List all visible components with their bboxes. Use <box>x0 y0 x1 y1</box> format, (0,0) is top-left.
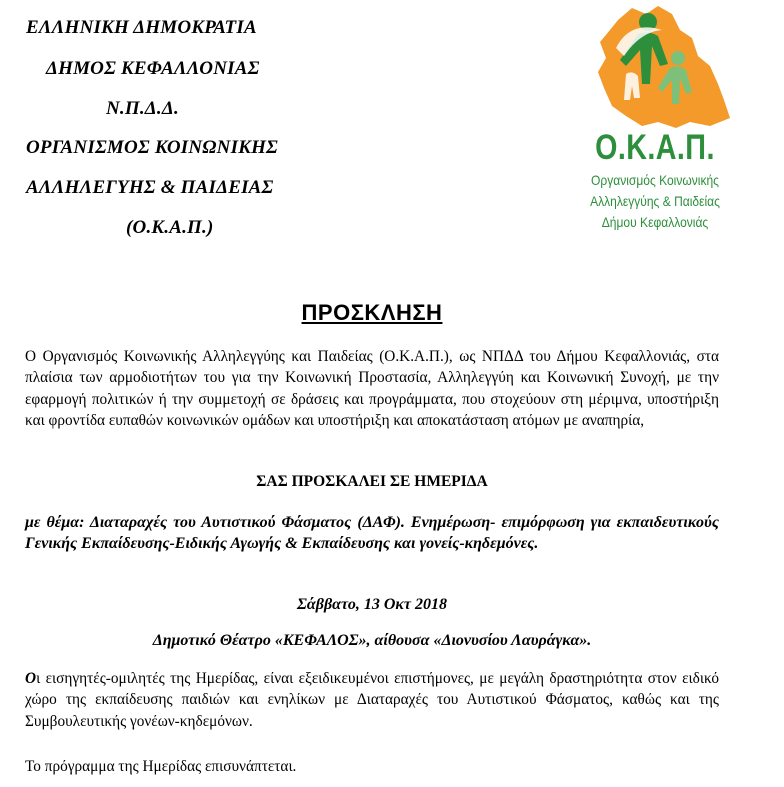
subject-paragraph: με θέμα: Διαταραχές του Αυτιστικού Φάσματος (ΔΑΦ). Ενημέρωση- επιμόρφωση για εκπαιδευτικούς Γενικής Εκπαίδευσης-Ειδικής Αγωγής & Εκπαίδευσης και γονείς-κηδεμόνες. <box>25 514 719 552</box>
logo-title: Ο.Κ.Α.Π. <box>595 128 715 167</box>
closing-line: Το πρόγραμμα της Ημερίδας επισυνάπτεται. <box>25 758 297 775</box>
header-line-4: ΟΡΓΑΝΙΣΜΟΣ ΚΟΙΝΩΝΙΚΗΣ <box>26 137 279 158</box>
event-date: Σάββατο, 13 Οκτ 2018 <box>296 596 447 613</box>
logo-subtitle-line-2: Αλληλεγγύης & Παιδείας <box>590 193 720 209</box>
okap-logo-graphic <box>560 0 750 130</box>
invite-heading: ΣΑΣ ΠΡΟΣΚΑΛΕΙ ΣΕ ΗΜΕΡΙΔΑ <box>256 473 488 490</box>
figure-head-small <box>671 51 685 65</box>
header-line-1: ΕΛΛΗΝΙΚΗ ΔΗΜΟΚΡΑΤΙΑ <box>26 17 257 38</box>
header-line-2: ΔΗΜΟΣ ΚΕΦΑΛΛΟΝΙΑΣ <box>46 58 260 79</box>
header-line-5: ΑΛΛΗΛΕΓΥΗΣ & ΠΑΙΔΕΙΑΣ <box>26 177 274 198</box>
event-venue: Δημοτικό Θέατρο «ΚΕΦΑΛΟΣ», αίθουσα «Διονυσίου Λαυράγκα». <box>152 632 592 649</box>
island-shape <box>598 6 730 128</box>
document-title: ΠΡΟΣΚΛΗΣΗ <box>301 300 443 325</box>
logo-subtitle-line-3: Δήμου Κεφαλλονιάς <box>601 214 709 230</box>
header-line-6: (Ο.Κ.Α.Π.) <box>126 217 214 238</box>
speakers-text: ι εισηγητές-ομιλητές της Ημερίδας, είναι εξειδικευμένοι επιστήμονες, με μεγάλη δραστηριότητα στον ειδικό χώρο της εκπαίδευσης παιδιών και ενηλίκων με Διαταραχές του Αυτιστικού Φάσματος, καθώς και της Συμβουλευτικής γονέων-κηδεμόνων. <box>25 670 719 730</box>
speakers-paragraph <box>25 668 719 732</box>
okap-logo <box>560 0 750 245</box>
speakers-first-letter: Ο <box>25 670 37 687</box>
logo-subtitle-line-1: Οργανισμός Κοινωνικής <box>590 172 719 188</box>
header-line-3: Ν.Π.Δ.Δ. <box>106 98 179 119</box>
intro-paragraph: Ο Οργανισμός Κοινωνικής Αλληλεγγύης και Παιδείας (Ο.Κ.Α.Π.), ως ΝΠΔΔ του Δήμου Κεφαλλονιάς, στα πλαίσια των αρμοδιοτήτων του για την Κοινωνική Προστασία, Αλληλεγγύη και Κοινωνική Συνοχή, με την εφαρμογή πολιτικών ή την συμμετοχή σε δράσεις και προγράμματα, που στοχεύουν στη μέριμνα, υποστήριξη και φροντίδα ευπαθών κοινωνικών ομάδων και υποστήριξη και αποκατάσταση ατόμων με αναπηρία, <box>25 348 719 429</box>
